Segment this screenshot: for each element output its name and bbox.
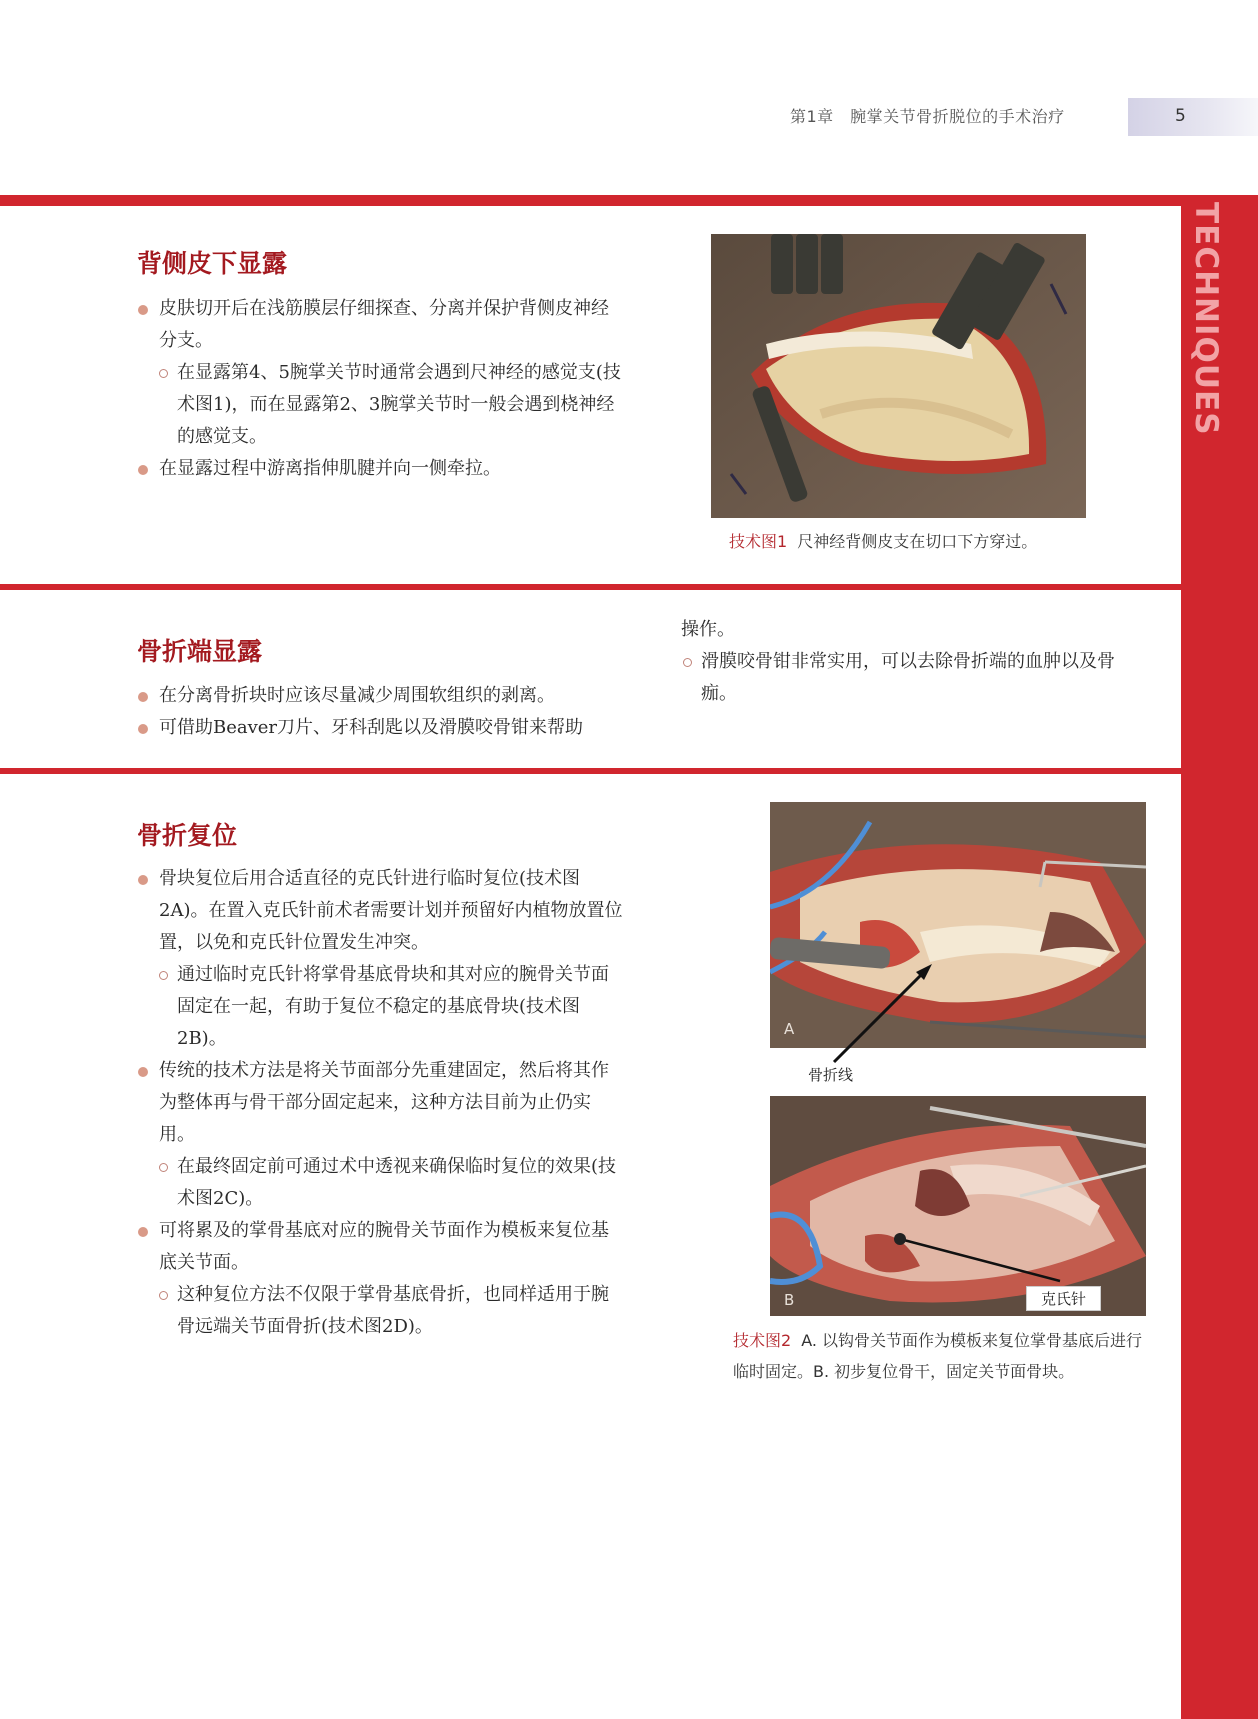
bullet-item: 传统的技术方法是将关节面部分先重建固定，然后将其作为整体再与骨干部分固定起来，这种方法目前为止仍实用。 (159, 1055, 625, 1151)
figure-caption-text: 尺神经背侧皮支在切口下方穿过。 (797, 532, 1038, 551)
section-heading-fracture-exposure: 骨折端显露 (137, 637, 263, 666)
sub-bullet-item: 通过临时克氏针将掌骨基底骨块和其对应的腕骨关节面固定在一起，有助于复位不稳定的基底骨块(技术图2B)。 (177, 959, 625, 1055)
page-number-box (1128, 98, 1258, 136)
bullet-item: 皮肤切开后在浅筋膜层仔细探查、分离并保护背侧皮神经分支。 (159, 293, 625, 357)
surgical-photo-fig2b (770, 1096, 1146, 1316)
fracture-line-arrow (820, 950, 940, 1070)
annotation-fracture-line: 骨折线 (808, 1066, 854, 1084)
figure-caption-2 (733, 1325, 1147, 1387)
bullet-item: 在分离骨折块时应该尽量减少周围软组织的剥离。 (159, 680, 625, 712)
bullet-item: 骨块复位后用合适直径的克氏针进行临时复位(技术图2A)。在置入克氏针前术者需要计划并预留好内植物放置位置，以免和克氏针位置发生冲突。 (159, 863, 625, 959)
figure-label: 技术图2 (733, 1331, 792, 1350)
sub-bullet-item: 在显露第4、5腕掌关节时通常会遇到尺神经的感觉支(技术图1)，而在显露第2、3腕掌关节时一般会遇到桡神经的感觉支。 (177, 357, 625, 453)
photo-letter-a: A (784, 1020, 795, 1038)
page-number: 5 (1175, 106, 1186, 126)
section-heading-dorsal-exposure: 背侧皮下显露 (137, 249, 288, 278)
top-divider (0, 195, 1258, 206)
bullet-item: 可借助Beaver刀片、牙科刮匙以及滑膜咬骨钳来帮助 (159, 712, 625, 744)
section-heading-fracture-reduction: 骨折复位 (137, 821, 238, 850)
chapter-title: 第1章 腕掌关节骨折脱位的手术治疗 (790, 107, 1065, 126)
bullet-item: 可将累及的掌骨基底对应的腕骨关节面作为模板来复位基底关节面。 (159, 1215, 625, 1279)
side-label: TECHNIQUES (1188, 202, 1224, 436)
photo-letter-b: B (784, 1291, 795, 1309)
sub-bullet-item: 滑膜咬骨钳非常实用，可以去除骨折端的血肿以及骨痂。 (701, 646, 1147, 710)
surgical-photo-fig1 (711, 234, 1086, 518)
bullet-continuation: 操作。 (681, 619, 735, 640)
figure-caption-text: A. 以钩骨关节面作为模板来复位掌骨基底后进行临时固定。B. 初步复位骨干，固定关节面骨块。 (733, 1331, 1143, 1381)
bullet-item: 在显露过程中游离指伸肌腱并向一侧牵拉。 (159, 453, 625, 485)
sub-bullet-item: 在最终固定前可通过术中透视来确保临时复位的效果(技术图2C)。 (177, 1151, 625, 1215)
section-divider-1 (0, 584, 1181, 590)
sub-bullet-item: 这种复位方法不仅限于掌骨基底骨折，也同样适用于腕骨远端关节面骨折(技术图2D)。 (177, 1279, 625, 1343)
figure-caption-1 (729, 526, 1129, 557)
section-divider-2 (0, 768, 1181, 774)
figure-label: 技术图1 (729, 532, 788, 551)
annotation-kwire: 克氏针 (1026, 1286, 1101, 1311)
